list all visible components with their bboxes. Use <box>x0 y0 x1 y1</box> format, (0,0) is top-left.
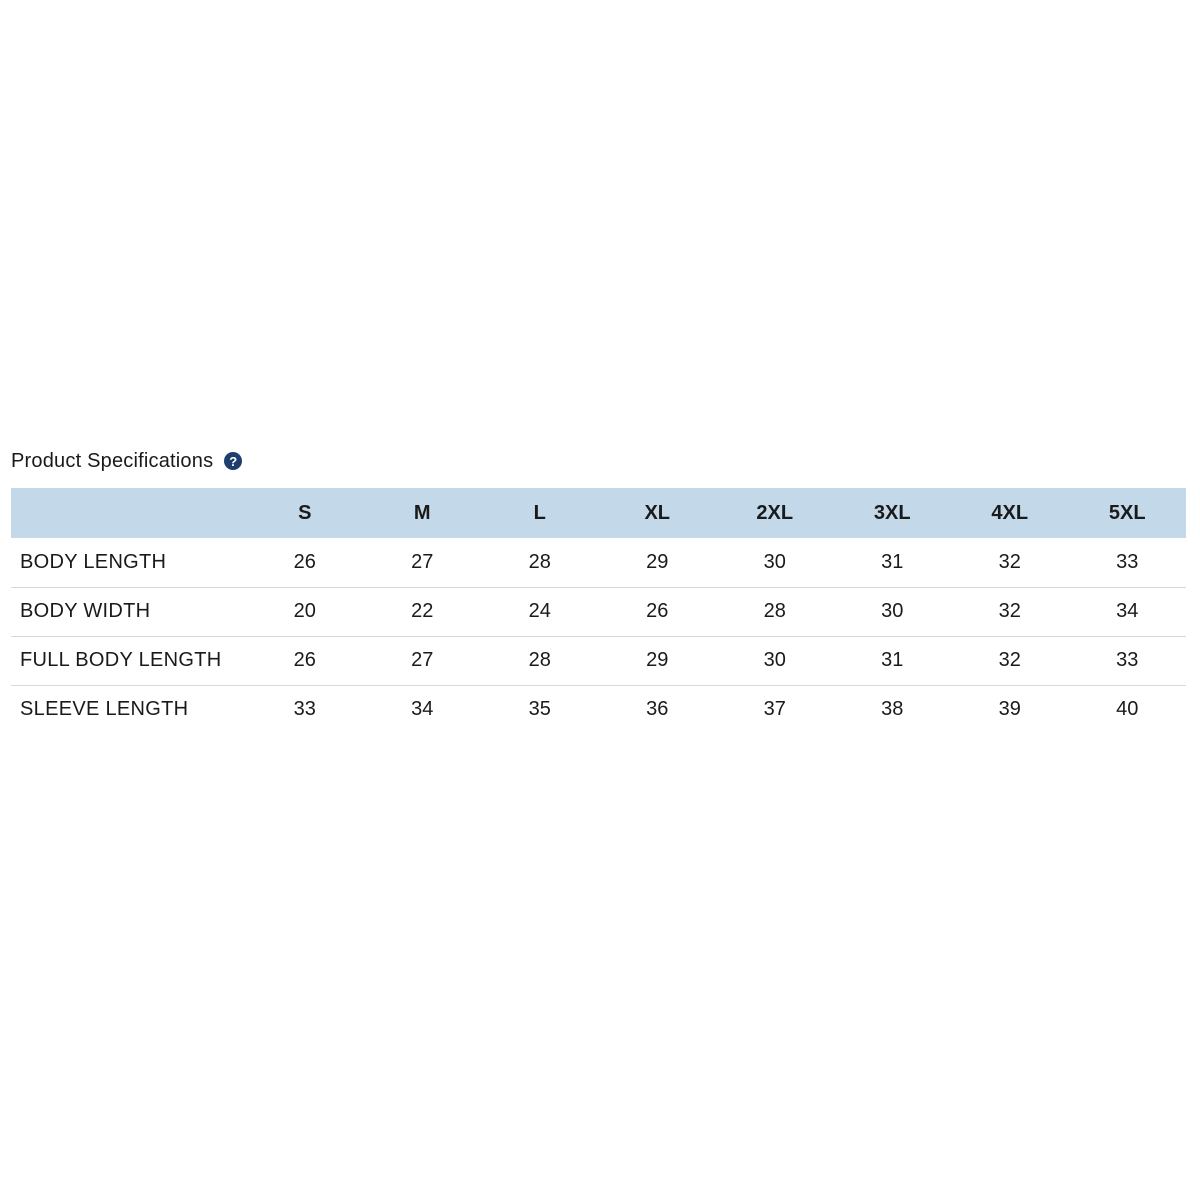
table-cell: 30 <box>763 649 786 671</box>
table-cell: 32 <box>998 600 1021 622</box>
column-header-m: M <box>413 501 431 524</box>
section-title: Product Specifications <box>11 449 214 472</box>
table-cell: 30 <box>763 550 786 573</box>
column-header-2xl: 2XL <box>756 501 794 524</box>
question-circle-icon[interactable]: ? <box>224 452 242 470</box>
table-cell: 32 <box>998 649 1021 671</box>
row-label: BODY WIDTH <box>20 600 151 622</box>
column-header-3xl: 3XL <box>873 501 911 524</box>
table-cell: 28 <box>763 600 786 622</box>
size-table <box>11 488 1186 734</box>
table-cell: 26 <box>646 600 669 622</box>
table-cell: 29 <box>646 550 669 573</box>
table-body <box>11 538 1186 734</box>
table-cell: 26 <box>293 649 316 671</box>
table-cell: 28 <box>528 550 551 573</box>
table-cell: 26 <box>293 550 316 573</box>
table-cell: 33 <box>1116 649 1139 671</box>
table-cell: 27 <box>411 550 434 573</box>
table-cell: 30 <box>881 600 904 622</box>
column-header-label <box>11 488 246 538</box>
table-cell: 37 <box>763 698 786 721</box>
product-specifications <box>11 446 1186 734</box>
table-row <box>11 636 1186 685</box>
table-row <box>11 538 1186 587</box>
table-cell: 36 <box>646 698 669 721</box>
column-header-5xl: 5XL <box>1108 501 1146 524</box>
table-cell: 33 <box>1116 550 1139 573</box>
table-cell: 40 <box>1116 698 1139 721</box>
table-row <box>11 685 1186 734</box>
table-cell: 35 <box>528 698 551 721</box>
table-cell: 34 <box>411 698 434 721</box>
table-cell: 29 <box>646 649 669 671</box>
table-cell: 39 <box>998 698 1021 721</box>
row-label: SLEEVE LENGTH <box>20 698 189 721</box>
table-cell: 22 <box>411 600 434 622</box>
table-cell: 28 <box>528 649 551 671</box>
column-header-s: S <box>298 501 312 524</box>
table-cell: 24 <box>528 600 551 622</box>
specs-header <box>11 446 1186 476</box>
table-row <box>11 587 1186 636</box>
column-header-xl: XL <box>644 501 671 524</box>
table-cell: 31 <box>881 649 904 671</box>
table-cell: 31 <box>881 550 904 573</box>
row-label: FULL BODY LENGTH <box>20 649 222 671</box>
table-cell: 32 <box>998 550 1021 573</box>
table-cell: 27 <box>411 649 434 671</box>
column-header-l: L <box>533 501 546 524</box>
table-cell: 34 <box>1116 600 1139 622</box>
column-header-4xl: 4XL <box>991 501 1029 524</box>
row-label: BODY LENGTH <box>20 550 167 573</box>
table-header <box>11 488 1186 538</box>
table-cell: 38 <box>881 698 904 721</box>
table-cell: 33 <box>293 698 316 721</box>
header-row <box>11 488 1186 538</box>
table-cell: 20 <box>293 600 316 622</box>
